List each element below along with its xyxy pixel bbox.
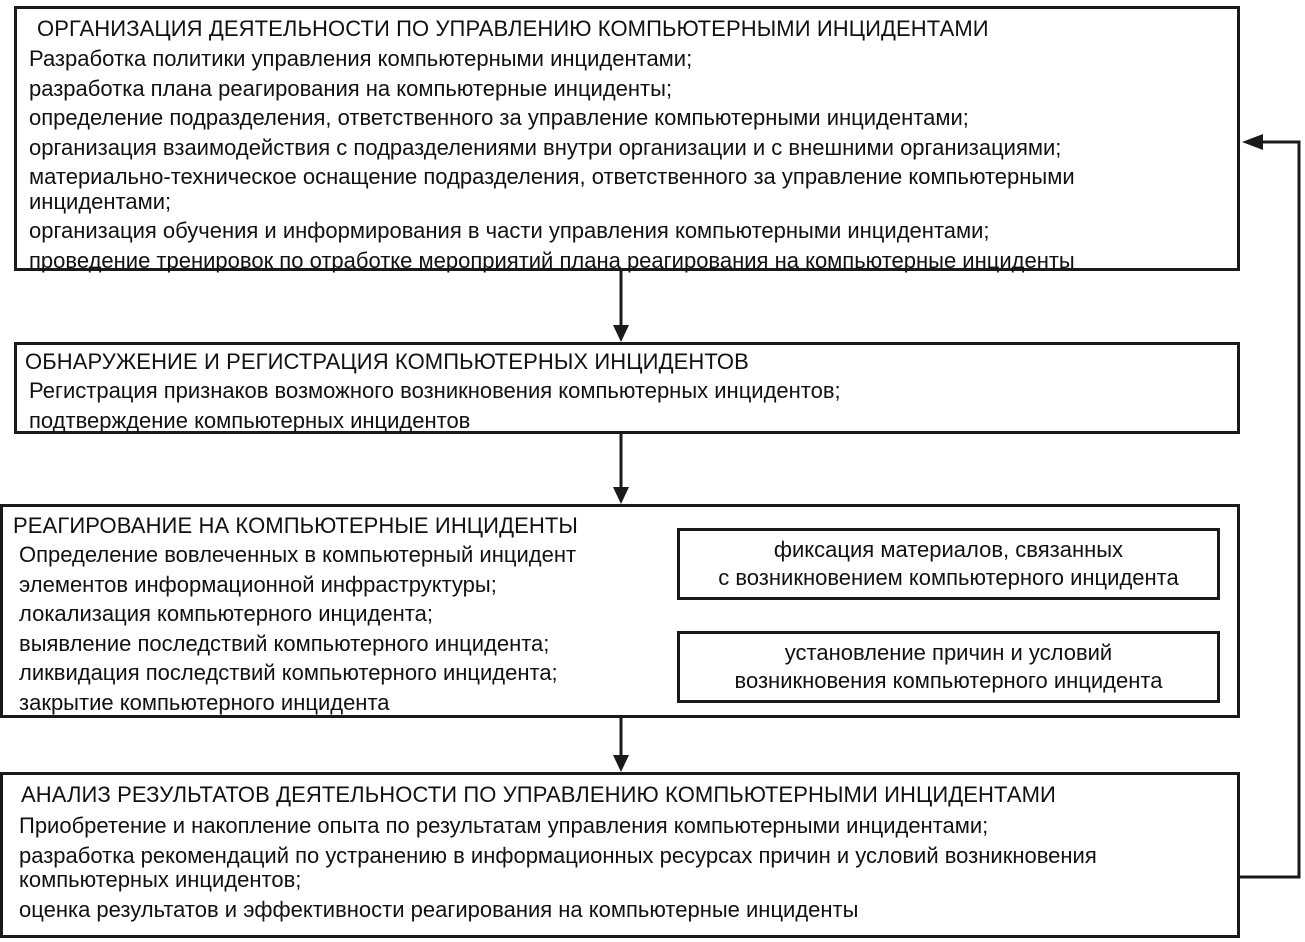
list-item: оценка результатов и эффективности реагирования на компьютерные инциденты [19, 896, 859, 922]
list-item: компьютерных инцидентов; [19, 867, 302, 892]
arrowhead-down-3 [613, 755, 629, 772]
subbox-line: с возникновением компьютерного инцидента [718, 565, 1179, 590]
list-item: локализация компьютерного инцидента; [19, 601, 433, 626]
arrowhead-down-2 [613, 487, 629, 504]
list-item: проведение тренировок по отработке мероприятий плана реагирования на компьютерные инциденты [29, 247, 1075, 273]
arrowhead-left-feedback [1242, 134, 1263, 150]
subbox-line: установление причин и условий [784, 640, 1113, 665]
list-item: Регистрация признаков возможного возникновения компьютерных инцидентов; [29, 378, 841, 403]
list-item: организация взаимодействия с подразделениями внутри организации и с внешними организациями; [29, 134, 1062, 160]
block-organization-title: ОРГАНИЗАЦИЯ ДЕЯТЕЛЬНОСТИ ПО УПРАВЛЕНИЮ КОМПЬЮТЕРНЫМИ ИНЦИДЕНТАМИ [37, 16, 989, 41]
arrowhead-down-1 [613, 325, 629, 342]
list-item: элементов информационной инфраструктуры; [19, 571, 497, 597]
list-item: разработка рекомендаций по устранению в информационных ресурсах причин и условий возникновения [19, 842, 1097, 868]
list-item: разработка плана реагирования на компьютерные инциденты; [29, 75, 673, 101]
list-item: определение подразделения, ответственного за управление компьютерными инцидентами; [29, 105, 969, 130]
list-item: закрытие компьютерного инцидента [19, 689, 390, 715]
subbox-line: возникновения компьютерного инцидента [734, 668, 1163, 693]
list-item: подтверждение компьютерных инцидентов [29, 407, 471, 433]
block-detection-title: ОБНАРУЖЕНИЕ И РЕГИСТРАЦИЯ КОМПЬЮТЕРНЫХ ИНЦИДЕНТОВ [25, 349, 749, 374]
list-item: Приобретение и накопление опыта по результатам управления компьютерными инцидентами; [19, 813, 989, 838]
block-response-title: РЕАГИРОВАНИЕ НА КОМПЬЮТЕРНЫЕ ИНЦИДЕНТЫ [13, 513, 578, 538]
list-item: материально-техническое оснащение подразделения, ответственного за управление компьютерными [29, 164, 1075, 189]
feedback-loop-line [1240, 142, 1299, 877]
list-item: Определение вовлеченных в компьютерный инцидент [19, 542, 577, 567]
subbox-line: фиксация материалов, связанных [773, 537, 1124, 562]
block-analysis-title: АНАЛИЗ РЕЗУЛЬТАТОВ ДЕЯТЕЛЬНОСТИ ПО УПРАВЛЕНИЮ КОМПЬЮТЕРНЫМИ ИНЦИДЕНТАМИ [21, 782, 1056, 807]
list-item: ликвидация последствий компьютерного инцидента; [19, 660, 558, 685]
list-item: организация обучения и информирования в части управления компьютерными инцидентами; [29, 218, 990, 243]
list-item: Разработка политики управления компьютерными инцидентами; [29, 46, 693, 71]
list-item: инцидентами; [29, 188, 172, 214]
list-item: выявление последствий компьютерного инцидента; [19, 630, 550, 656]
